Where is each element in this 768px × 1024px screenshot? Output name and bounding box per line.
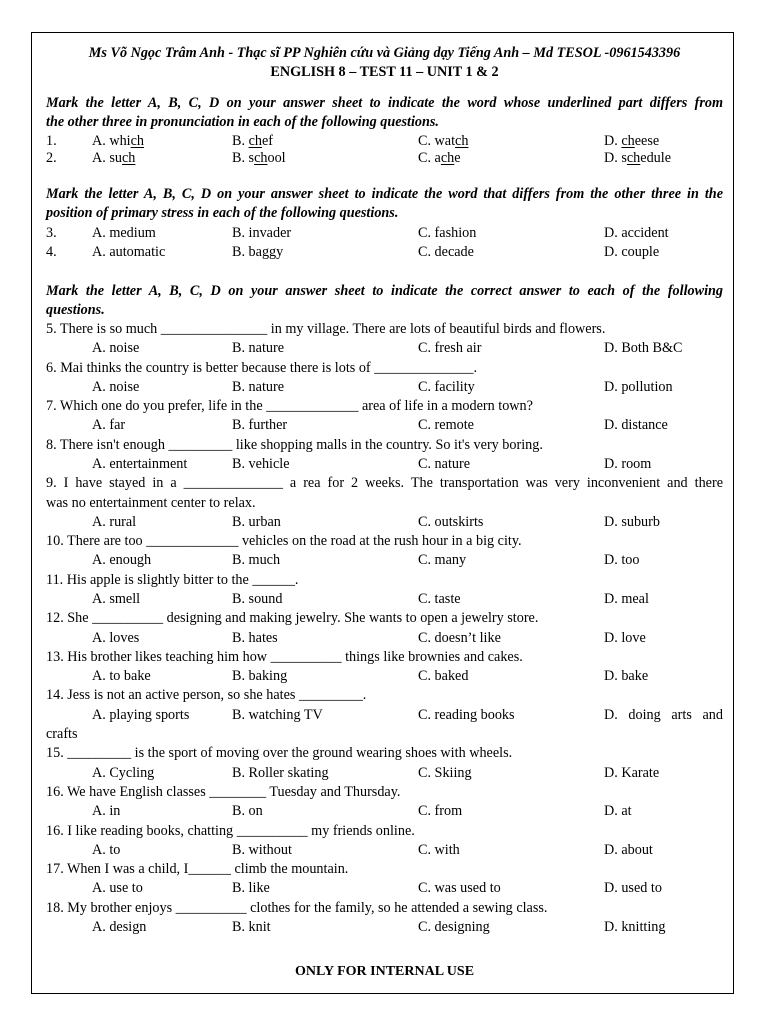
option-a[interactable]: A. Cycling (92, 765, 155, 781)
option-c[interactable]: C. doesn’t like (418, 630, 501, 646)
option-c[interactable]: C. taste (418, 591, 461, 607)
option-c[interactable]: C. facility (418, 379, 475, 395)
option-d[interactable]: D. bake (604, 668, 649, 684)
option-b[interactable]: B. baggy (232, 244, 284, 260)
underlined-part: ch (440, 150, 455, 166)
option-a[interactable]: A. noise (92, 379, 140, 395)
option-c[interactable]: C. watch (418, 133, 469, 149)
underlined-part: ch (248, 133, 262, 149)
option-a[interactable]: A. use to (92, 880, 143, 896)
question-16b-stem: 16. I like reading books, chatting __________ my friends online. (46, 823, 415, 839)
option-c[interactable]: C. many (418, 552, 467, 568)
option-d[interactable]: D. suburb (604, 514, 660, 530)
option-d[interactable]: D. used to (604, 880, 662, 896)
option-a[interactable]: A. medium (92, 225, 156, 241)
question-12-options (46, 629, 723, 648)
option-c[interactable]: C. ache (418, 150, 461, 166)
question-10-stem: 10. There are too _____________ vehicles on the road at the rush hour in a big city. (46, 533, 522, 549)
option-c[interactable]: C. Skiing (418, 765, 472, 781)
underlined-part: ch (621, 133, 635, 149)
option-c[interactable]: C. reading books (418, 707, 515, 723)
option-b[interactable]: B. urban (232, 514, 281, 530)
section2-instruction-line1: Mark the letter A, B, C, D on your answer sheet to indicate the word that differs from the other three in the (46, 186, 723, 202)
option-a[interactable]: A. such (92, 150, 136, 166)
question-6-options (46, 378, 723, 397)
question-18-options (46, 918, 723, 937)
option-d[interactable]: D. Both B&C (604, 340, 683, 356)
question-16-stem: 16. We have English classes ________ Tuesday and Thursday. (46, 784, 401, 800)
question-number: 4. (46, 244, 57, 260)
underlined-part: ch (130, 133, 145, 149)
option-c[interactable]: C. outskirts (418, 514, 484, 530)
question-5-stem: 5. There is so much _______________ in my village. There are lots of beautiful birds and flowers. (46, 321, 606, 337)
question-9-stem-cont: was no entertainment center to relax. (46, 495, 256, 511)
option-c[interactable]: C. decade (418, 244, 474, 260)
section3-instruction-line2: questions. (46, 302, 105, 318)
option-b[interactable]: B. on (232, 803, 263, 819)
question-9-options (46, 513, 723, 532)
question-7-stem: 7. Which one do you prefer, life in the _____________ area of life in a modern town? (46, 398, 533, 414)
option-b[interactable]: B. vehicle (232, 456, 290, 472)
question-14-options (46, 706, 723, 725)
question-4 (46, 243, 723, 262)
option-b[interactable]: B. without (232, 842, 292, 858)
option-a[interactable]: A. loves (92, 630, 140, 646)
option-b[interactable]: B. nature (232, 340, 285, 356)
option-d[interactable]: D. room (604, 456, 652, 472)
option-a[interactable]: A. to bake (92, 668, 151, 684)
option-a[interactable]: A. automatic (92, 244, 166, 260)
question-13-stem: 13. His brother likes teaching him how __________ things like brownies and cakes. (46, 649, 523, 665)
option-b[interactable]: B. watching TV (232, 707, 323, 723)
option-a[interactable]: A. far (92, 417, 126, 433)
option-c[interactable]: C. remote (418, 417, 474, 433)
author-line: Ms Võ Ngọc Trâm Anh - Thạc sĩ PP Nghiên cứu và Giảng dạy Tiếng Anh – Md TESOL -0961543396 (88, 45, 681, 61)
question-15-stem: 15. _________ is the sport of moving over the ground wearing shoes with wheels. (46, 745, 513, 761)
option-c[interactable]: C. designing (418, 919, 490, 935)
option-d[interactable]: D. distance (604, 417, 668, 433)
option-d[interactable]: D. meal (604, 591, 649, 607)
option-b[interactable]: B. sound (232, 591, 283, 607)
option-d[interactable]: D. accident (604, 225, 669, 241)
question-8-stem: 8. There isn't enough _________ like shopping malls in the country. So it's very boring. (46, 437, 543, 453)
section3-instruction-line1: Mark the letter A, B, C, D on your answer sheet to indicate the correct answer to each of the following (46, 283, 723, 299)
option-d[interactable]: D. at (604, 803, 632, 819)
question-7-options (46, 416, 723, 435)
question-15-options (46, 764, 723, 783)
option-b[interactable]: B. school (232, 150, 286, 166)
question-5-options (46, 339, 723, 358)
section1-instruction-line1: Mark the letter A, B, C, D on your answer sheet to indicate the word whose underlined part differs from (46, 95, 723, 111)
option-a[interactable]: A. enough (92, 552, 152, 568)
option-d[interactable]: D. couple (604, 244, 660, 260)
question-14-option-d-cont: crafts (46, 726, 78, 742)
option-c[interactable]: C. fresh air (418, 340, 482, 356)
section2-instruction-line2: position of primary stress in each of the following questions. (46, 205, 399, 221)
question-9-stem: 9. I have stayed in a ______________ a rea for 2 weeks. The transportation was very inconvenient and there (46, 475, 723, 491)
underlined-part: ch (626, 150, 641, 166)
underlined-part: ch (121, 150, 136, 166)
option-d[interactable]: D. pollution (604, 379, 673, 395)
option-b[interactable]: B. much (232, 552, 281, 568)
option-b[interactable]: B. hates (232, 630, 278, 646)
question-17-options (46, 879, 723, 898)
question-8-options (46, 455, 723, 474)
option-c[interactable]: C. baked (418, 668, 469, 684)
option-d[interactable]: D. Karate (604, 765, 660, 781)
option-d[interactable]: D. knitting (604, 919, 666, 935)
section1-instruction-line2: the other three in pronunciation in each of the following questions. (46, 114, 439, 130)
question-17-stem: 17. When I was a child, I______ climb the mountain. (46, 861, 349, 877)
question-number: 3. (46, 225, 57, 241)
option-c[interactable]: C. fashion (418, 225, 477, 241)
option-a[interactable]: A. noise (92, 340, 140, 356)
option-d[interactable]: D. love (604, 630, 646, 646)
question-18-stem: 18. My brother enjoys __________ clothes for the family, so he attended a sewing class. (46, 900, 548, 916)
option-b[interactable]: B. knit (232, 919, 271, 935)
question-16-options (46, 802, 723, 821)
option-c[interactable]: C. nature (418, 456, 471, 472)
option-a[interactable]: A. rural (92, 514, 137, 530)
option-a[interactable]: A. smell (92, 591, 141, 607)
question-12-stem: 12. She __________ designing and making jewelry. She wants to open a jewelry store. (46, 610, 539, 626)
question-16b-options (46, 841, 723, 860)
option-c[interactable]: C. was used to (418, 880, 501, 896)
question-11-options (46, 590, 723, 609)
option-a[interactable]: A. playing sports (92, 707, 190, 723)
question-11-stem: 11. His apple is slightly bitter to the ______. (46, 572, 299, 588)
option-d[interactable]: D. about (604, 842, 653, 858)
option-a[interactable]: A. entertainment (92, 456, 188, 472)
option-b[interactable]: B. like (232, 880, 270, 896)
option-b[interactable]: B. chef (232, 133, 273, 149)
question-10-options (46, 551, 723, 570)
underlined-part: ch (455, 133, 469, 149)
option-b[interactable]: B. invader (232, 225, 292, 241)
question-number: 2. (46, 150, 57, 166)
option-b[interactable]: B. further (232, 417, 288, 433)
question-3 (46, 224, 723, 243)
option-a[interactable]: A. design (92, 919, 147, 935)
underlined-part: ch (254, 150, 268, 166)
option-b[interactable]: B. Roller skating (232, 765, 329, 781)
option-a[interactable]: A. to (92, 842, 121, 858)
option-c[interactable]: C. from (418, 803, 463, 819)
option-b[interactable]: B. nature (232, 379, 285, 395)
test-title: ENGLISH 8 – TEST 11 – UNIT 1 & 2 (270, 64, 499, 80)
option-d[interactable]: D. doing arts and (604, 707, 723, 723)
question-13-options (46, 667, 723, 686)
footer-note: ONLY FOR INTERNAL USE (294, 964, 475, 979)
option-d[interactable]: D. schedule (604, 150, 672, 166)
question-number: 1. (46, 133, 57, 149)
option-a[interactable]: A. which (92, 133, 145, 149)
option-d[interactable]: D. cheese (604, 133, 660, 149)
option-b[interactable]: B. baking (232, 668, 288, 684)
option-d[interactable]: D. too (604, 552, 640, 568)
question-14-stem: 14. Jess is not an active person, so she hates _________. (46, 687, 367, 703)
question-6-stem: 6. Mai thinks the country is better because there is lots of ______________. (46, 360, 478, 376)
question-2 (46, 149, 723, 168)
option-c[interactable]: C. with (418, 842, 460, 858)
option-a[interactable]: A. in (92, 803, 121, 819)
